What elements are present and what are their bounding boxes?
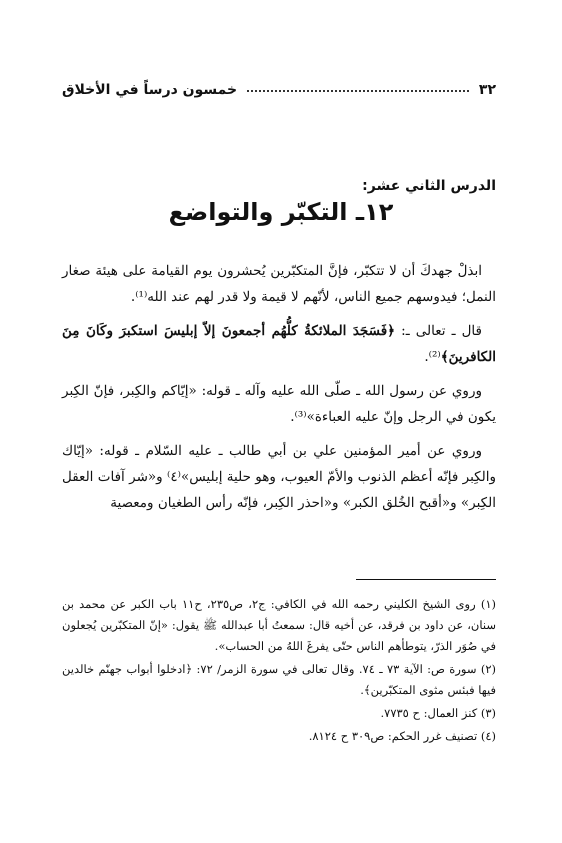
footnotes [62, 594, 496, 749]
page-number: ٣٢ [478, 82, 496, 98]
header-dot-leader [247, 82, 469, 92]
paragraph-1: ابذلْ جهدكَ أن لا تتكبّر، فإنَّ المتكبّرين يُحشرون يوم القيامة على هيئة صغار النمل؛ فيدوسهم جميع الناس، لأنّهم لا قيمة ولا قدر لهم عند الله⁽¹⁾. [62, 263, 496, 305]
body-text [62, 258, 496, 524]
paragraph-2 [62, 318, 496, 370]
footnote-ref-2: ⁽²⁾. [424, 349, 441, 365]
footnote-4: (٤) تصنيف غرر الحكم: ص٣٠٩ ح ٨١٢٤. [308, 729, 496, 743]
footnote-3: (٣) كنز العمال: ح ٧٧٣٥. [380, 706, 496, 720]
footnote-1: (١) روى الشيخ الكليني رحمه الله في الكافي: ج٢، ص٢٣٥، ح١١ باب الكبر عن محمد بن سنان، عن داود بن فرقد، عن أخيه قال: سمعتُ أبا عبدالله ﷺ يقول: «إنّ المتكبّرين يُجعلون في صُوَر الذرّ، يتوطأهم الناس حتّى يفرغَ اللهُ من الحساب». [62, 597, 496, 653]
quran-verse: ﴿فَسَجَدَ الملائكةُ كلُّهُم أجمعونَ إلاّ إبليسَ استكبرَ وكَانَ مِنَ الكافرينَ﴾ [62, 323, 496, 365]
lesson-title: ١٢ـ التكبّر والتواضع [168, 198, 394, 226]
running-header [62, 82, 496, 98]
paragraph-3: وروي عن رسول الله ـ صلّى الله عليه وآله ـ قوله: «إيّاكم والكِبر، فإنّ الكِبر يكون في الرجل وإنّ عليه العباءة»⁽³⁾. [62, 383, 496, 425]
lesson-label: الدرس الثاني عشر: [362, 178, 496, 194]
footnote-divider [356, 579, 496, 580]
paragraph-4: وروي عن أمير المؤمنين علي بن أبي طالب ـ عليه السّلام ـ قوله: «إيّاك والكِبر فإنّه أعظم الذنوب والأمّ العيوب، وهو حلية إبليس»⁽٤⁾ و«شر آفات العقل الكِبر» و«أقبح الخُلق الكبر» و«احذر الكِبر، فإنّه رأس الطغيان ومعصية [62, 443, 496, 511]
quran-intro: قال ـ تعالى ـ: [395, 323, 482, 339]
footnote-2: (٢) سورة ص: الآية ٧٣ ـ ٧٤. وقال تعالى في سورة الزمر/ ٧٢: ﴿ادخلوا أبواب جهنّم خالدين فيها فبئس مثوى المتكبّرين﴾. [62, 662, 496, 697]
running-title: خمسون درساً في الأخلاق [62, 82, 238, 98]
